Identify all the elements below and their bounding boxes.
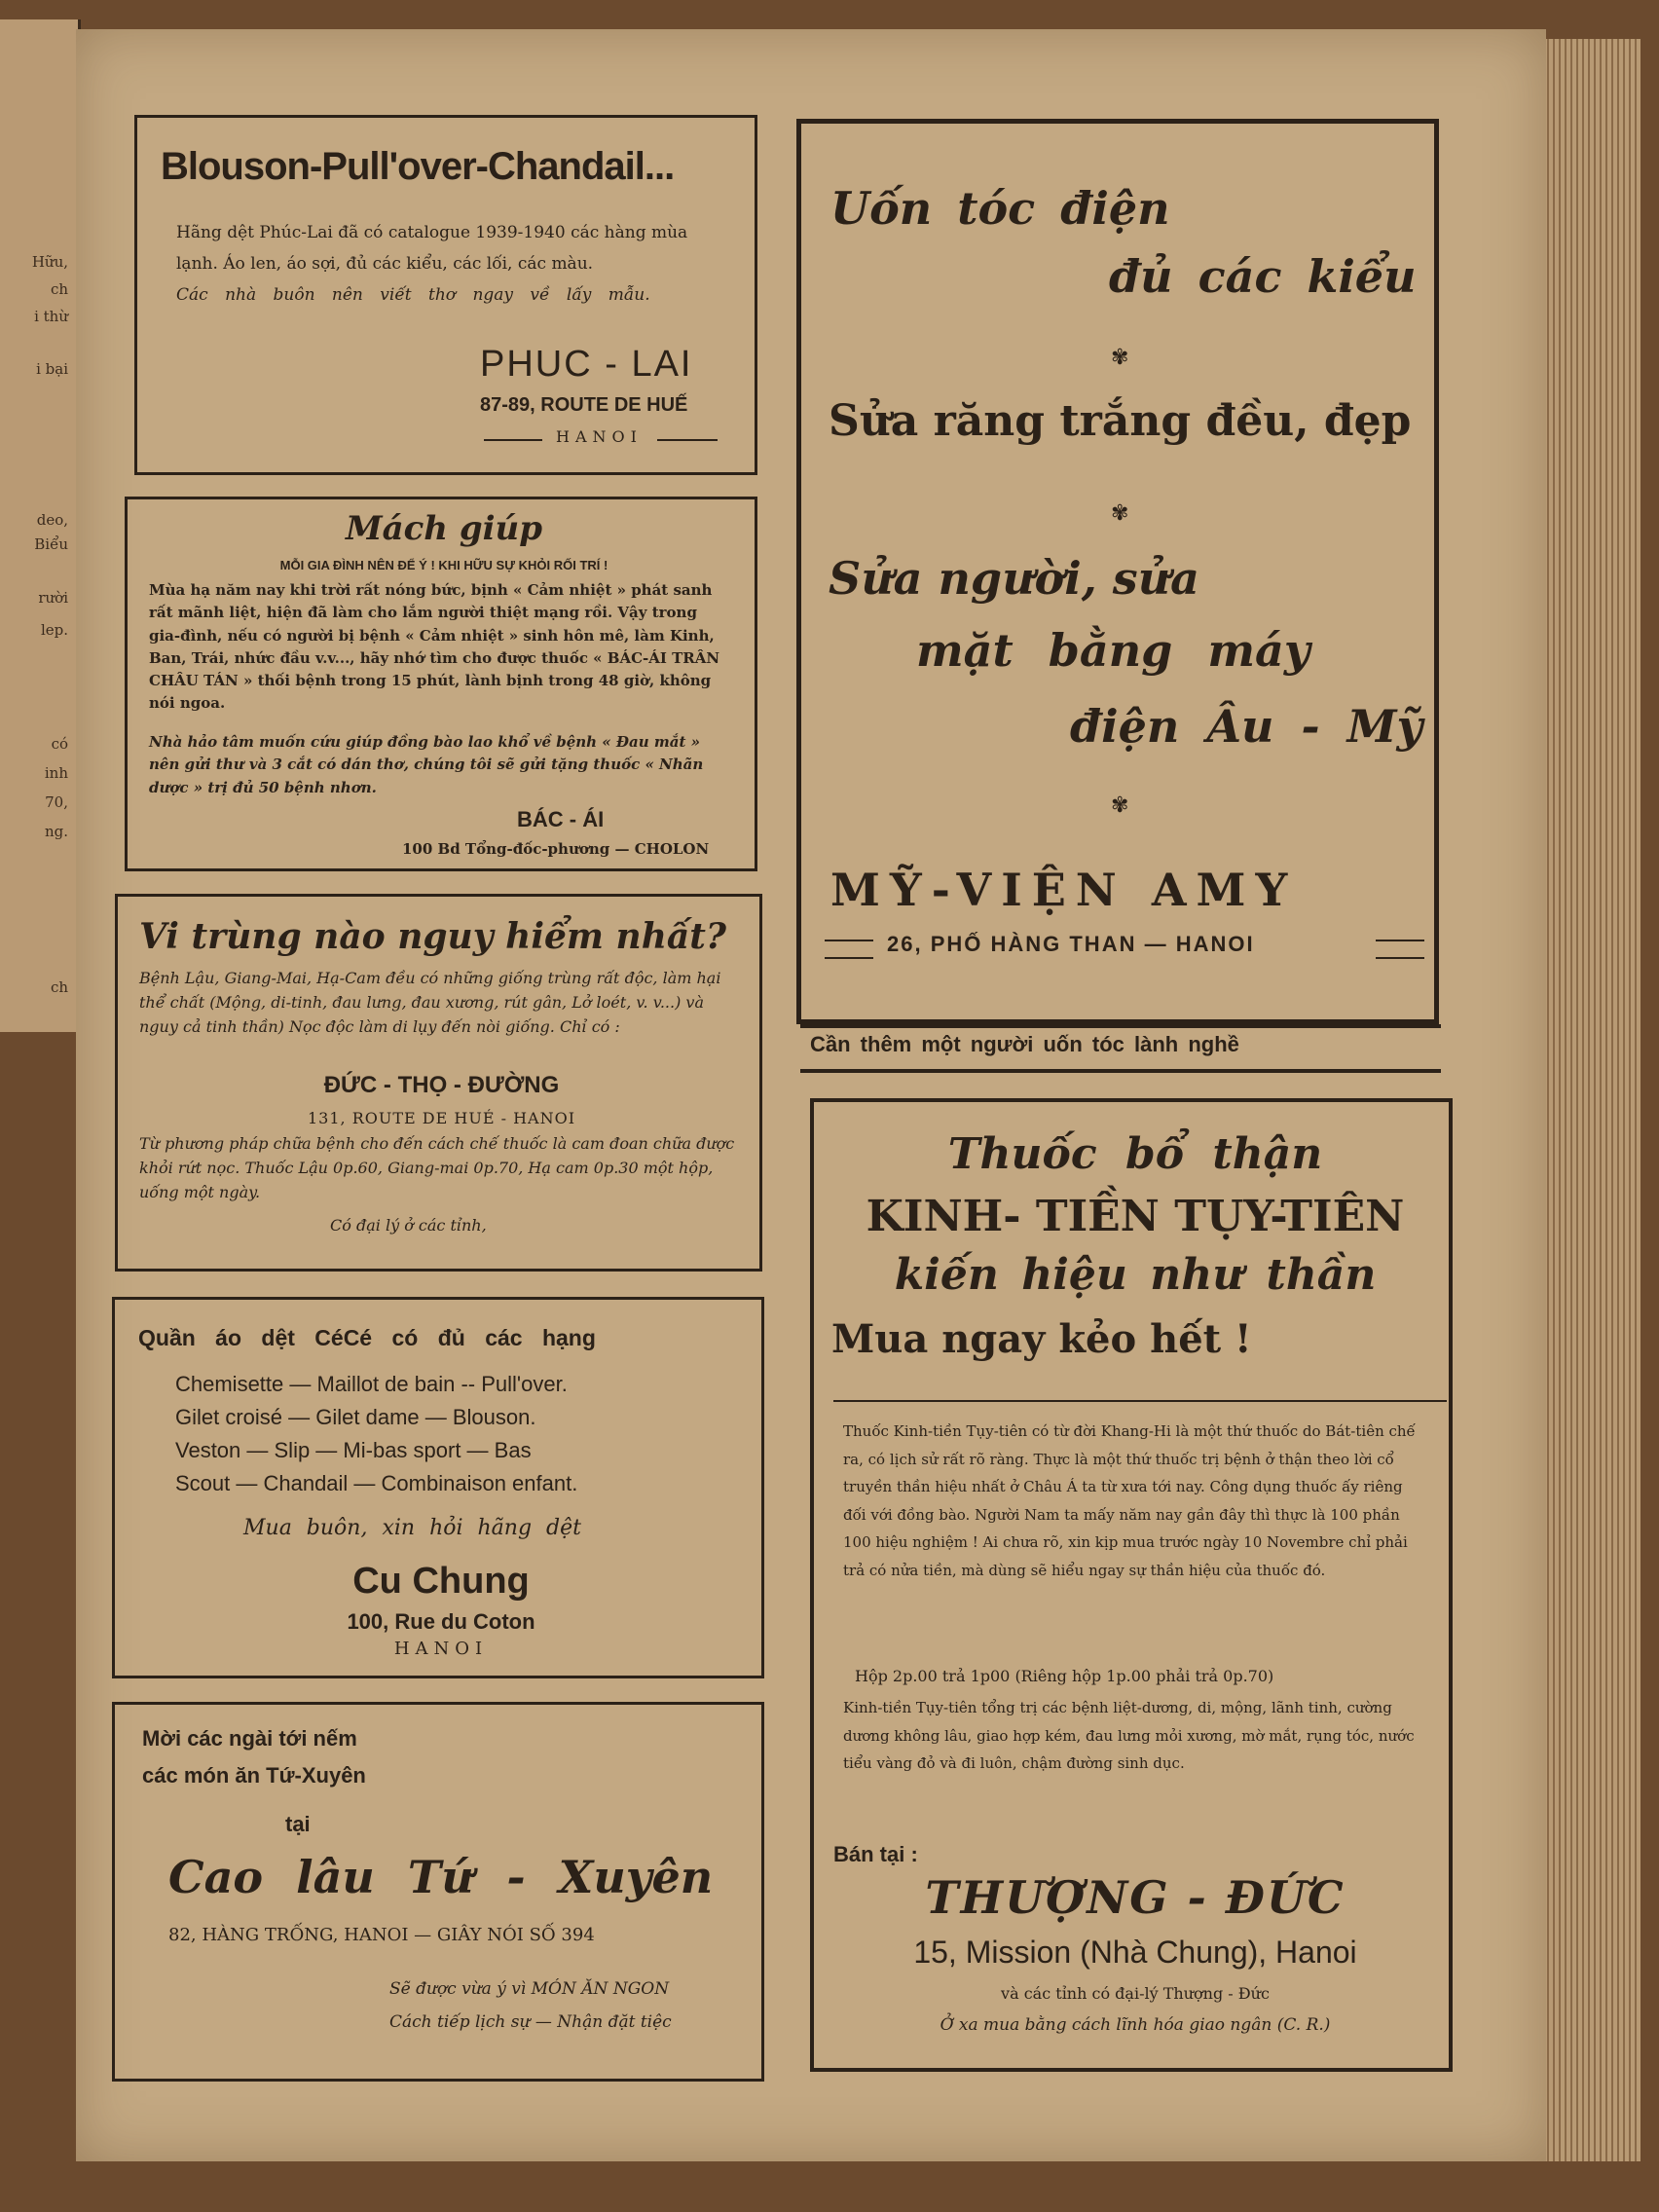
ad-note: Mua buôn, xin hỏi hãng dệt bbox=[243, 1516, 581, 1540]
ad-body: Thuốc Kinh-tiền Tụy-tiên có từ đời Khang-Hi là một thứ thuốc do Bát-tiên chế ra, có lịch sử rất rõ ràng. Thực là một thứ thuốc trị bệnh ở thận theo lời cổ truyền thần hiệu nhất ở Châu Á ta từ xưa tới nay. Công dụng thuốc ấy riêng đối với đồng bào. Người Nam ta mấy năm nay gần đây thì thực là 100 phần 100 hiệu nghiệm ! Ai chưa rõ, xin kịp mua trước ngày 10 Novembre chỉ phải trả có nửa tiền, mà dùng sẽ hiểu ngay sự thần hiệu của thuốc đó. bbox=[843, 1422, 1416, 1579]
ad-remote: Ở xa mua bằng cách lĩnh hóa giao ngân (C. R.) bbox=[940, 2015, 1331, 2035]
divider bbox=[825, 940, 873, 959]
ornament-icon: ✾ bbox=[1111, 793, 1129, 818]
left-page-edge bbox=[0, 19, 81, 1032]
ad-phuc-lai bbox=[134, 115, 757, 475]
ad-line: tại bbox=[285, 1812, 311, 1836]
ornament-icon: ✾ bbox=[1111, 501, 1129, 526]
ad-body: Mùa hạ năm nay khi trời rất nóng bức, bịnh « Cảm nhiệt » phát sanh rất mãnh liệt, hiện đã làm cho lắm người thiệt mạng rồi. Vậy trong gia-đình, nếu có người bị bệnh « Cảm nhiệt » sinh hôn mê, làm Kinh, Ban, Trái, nhức đầu v.v..., hãy nhớ tìm cho được thuốc « BÁC-ÁI TRÂN CHÂU TÁN » thối bệnh trong 15 phút, lành bịnh trong 48 giờ, không nói ngoa. bbox=[149, 581, 720, 713]
ad-line: Mời các ngài tới nếm bbox=[142, 1726, 357, 1751]
ad-line: Sửa người, sửa bbox=[829, 552, 1199, 605]
ad-subtitle: MỖI GIA ĐÌNH NÊN ĐỂ Ý ! KHI HỮU SỰ KHỎI RỐI TRÍ ! bbox=[279, 558, 608, 572]
left-fragment: lep. bbox=[40, 621, 68, 639]
left-fragment: i bại bbox=[36, 360, 68, 378]
ad-line: Veston — Slip — Mi-bas sport — Bas bbox=[175, 1438, 532, 1462]
ad-line: kiến hiệu như thần bbox=[894, 1250, 1377, 1300]
left-fragment: Hữu, bbox=[31, 253, 68, 271]
ad-title: Blouson-Pull'over-Chandail... bbox=[161, 145, 675, 188]
divider bbox=[484, 439, 542, 441]
ad-line: Sửa răng trắng đều, đẹp bbox=[829, 396, 1412, 446]
left-fragment: Biểu bbox=[34, 535, 68, 553]
left-fragment: i thừ bbox=[34, 308, 68, 325]
ad-bac-ai bbox=[125, 497, 757, 871]
ad-my-vien-amy bbox=[796, 119, 1439, 1024]
ad-line: Thuốc bổ thận bbox=[947, 1129, 1323, 1179]
ad-body-2: Nhà hảo tâm muốn cứu giúp đồng bào lao khổ về bệnh « Đau mắt » nên gửi thư và 3 cắt có dán thơ, chúng tôi sẽ gửi tặng thuốc « Nhãn dược » trị đủ 50 bệnh nhơn. bbox=[149, 733, 704, 796]
left-fragment: ng. bbox=[44, 823, 68, 840]
divider bbox=[833, 1400, 1447, 1402]
divider bbox=[800, 1069, 1441, 1073]
ad-address: 82, HÀNG TRỐNG, HANOI — GIÂY NÓI SỐ 394 bbox=[168, 1925, 595, 1945]
ad-address: 131, ROUTE DE HUÉ - HANOI bbox=[307, 1109, 576, 1127]
ad-address: 87-89, ROUTE DE HUẾ bbox=[480, 394, 688, 416]
ad-line: Chemisette — Maillot de bain -- Pull'over. bbox=[175, 1372, 568, 1396]
ad-heading: Quần áo dệt CéCé có đủ các hạng bbox=[138, 1325, 596, 1350]
ad-body: Bệnh Lậu, Giang-Mai, Hạ-Cam đều có những giống trùng rất độc, làm hại thể chất (Mộng, di-tinh, đau lưng, đau xương, rút gân, Lở loét, v. v...) và nguy cả tinh thần) Nọc độc làm di lụy đến nòi giống. Chỉ có : bbox=[139, 969, 721, 1036]
left-fragment: ch bbox=[50, 978, 68, 996]
left-fragment: có bbox=[51, 735, 68, 753]
ad-city: HANOI bbox=[393, 1639, 489, 1659]
page-edges bbox=[1543, 39, 1641, 2161]
ad-duc-tho-duong bbox=[115, 894, 762, 1272]
ad-address: 26, PHỐ HÀNG THAN — HANOI bbox=[887, 932, 1255, 956]
ornament-icon: ✾ bbox=[1111, 346, 1129, 370]
ad-cu-chung bbox=[112, 1297, 764, 1678]
ad-brand: MỸ-VIỆN AMY bbox=[830, 864, 1298, 916]
ad-line: Gilet croisé — Gilet dame — Blouson. bbox=[175, 1405, 536, 1429]
ad-city: HANOI bbox=[556, 427, 643, 446]
left-fragment: ch bbox=[50, 280, 68, 298]
ad-body-2: Kinh-tiền Tụy-tiên tổng trị các bệnh liệt-dương, di, mộng, lãnh tinh, cường dương không lâu, giao hợp kém, đau lưng mỏi xương, mờ mắt, rụng tóc, nước tiểu vàng đỏ và đi luôn, chậm đường sinh dục. bbox=[843, 1699, 1415, 1772]
ad-address: 100 Bd Tổng-đốc-phương — CHOLON bbox=[402, 840, 710, 858]
ad-brand: ĐỨC - THỌ - ĐƯỜNG bbox=[323, 1072, 560, 1098]
ad-brand: Cu Chung bbox=[352, 1561, 530, 1602]
ad-line: mặt bằng máy bbox=[916, 624, 1310, 677]
ad-price: Hộp 2p.00 trả 1p00 (Riêng hộp 1p.00 phải trả 0p.70) bbox=[855, 1667, 1274, 1685]
ad-title: Mách giúp bbox=[345, 509, 543, 548]
ad-thuong-duc bbox=[810, 1098, 1453, 2072]
ad-footer: Có đại lý ở các tỉnh, bbox=[330, 1216, 487, 1235]
ad-line: Scout — Chandail — Combinaison enfant. bbox=[175, 1471, 578, 1495]
ad-notice: Cần thêm một người uốn tóc lành nghề bbox=[810, 1032, 1239, 1056]
ad-body-line: Các nhà buôn nên viết thơ ngay về lấy mẫu. bbox=[176, 285, 650, 305]
ad-slogan: Sẽ được vừa ý vì MÓN ĂN NGON bbox=[389, 1979, 670, 1999]
ad-body-2: Từ phương pháp chữa bệnh cho đến cách chế thuốc là cam đoan chữa được khỏi rứt nọc. Thuốc Lậu 0p.60, Giang-mai 0p.70, Hạ cam 0p.30 một hộp, uống một ngày. bbox=[139, 1134, 735, 1201]
ad-line: Uốn tóc điện bbox=[830, 182, 1170, 235]
ad-line: Mua ngay kẻo hết ! bbox=[831, 1316, 1252, 1362]
ad-address: 15, Mission (Nhà Chung), Hanoi bbox=[913, 1935, 1357, 1970]
ad-agents: và các tỉnh có đại-lý Thượng - Đức bbox=[1001, 1984, 1270, 2003]
ad-slogan: Cách tiếp lịch sự — Nhận đặt tiệc bbox=[389, 2012, 672, 2032]
left-fragment: inh bbox=[44, 764, 68, 782]
ad-body-line: Hãng dệt Phúc-Lai đã có catalogue 1939-1940 các hàng mùa bbox=[176, 223, 688, 242]
ad-body-line: lạnh. Áo len, áo sợi, đủ các kiểu, các lối, các màu. bbox=[176, 254, 594, 274]
ad-line: điện Âu - Mỹ bbox=[1070, 700, 1423, 753]
ad-tu-xuyen bbox=[112, 1702, 764, 2082]
ad-address: 100, Rue du Coton bbox=[347, 1609, 535, 1634]
ad-sold-at: Bán tại : bbox=[833, 1842, 918, 1866]
ad-brand: THƯỢNG - ĐỨC bbox=[925, 1871, 1346, 1924]
left-fragment: deo, bbox=[36, 511, 68, 529]
ad-line: KINH- TIỀN TỤY-TIÊN bbox=[866, 1192, 1405, 1241]
ad-brand: BÁC - ÁI bbox=[517, 807, 605, 831]
ad-brand: Cao lâu Tứ - Xuyên bbox=[168, 1851, 714, 1903]
left-fragment: 70, bbox=[45, 793, 68, 811]
left-fragment: rười bbox=[38, 589, 68, 607]
divider bbox=[800, 1024, 1441, 1028]
ad-brand: PHUC - LAI bbox=[480, 344, 693, 385]
divider bbox=[1376, 940, 1424, 959]
divider bbox=[657, 439, 718, 441]
ad-line: đủ các kiểu bbox=[1109, 250, 1417, 303]
ad-line: các món ăn Tứ-Xuyên bbox=[142, 1763, 366, 1788]
ad-title: Vi trùng nào nguy hiểm nhất? bbox=[139, 916, 726, 957]
